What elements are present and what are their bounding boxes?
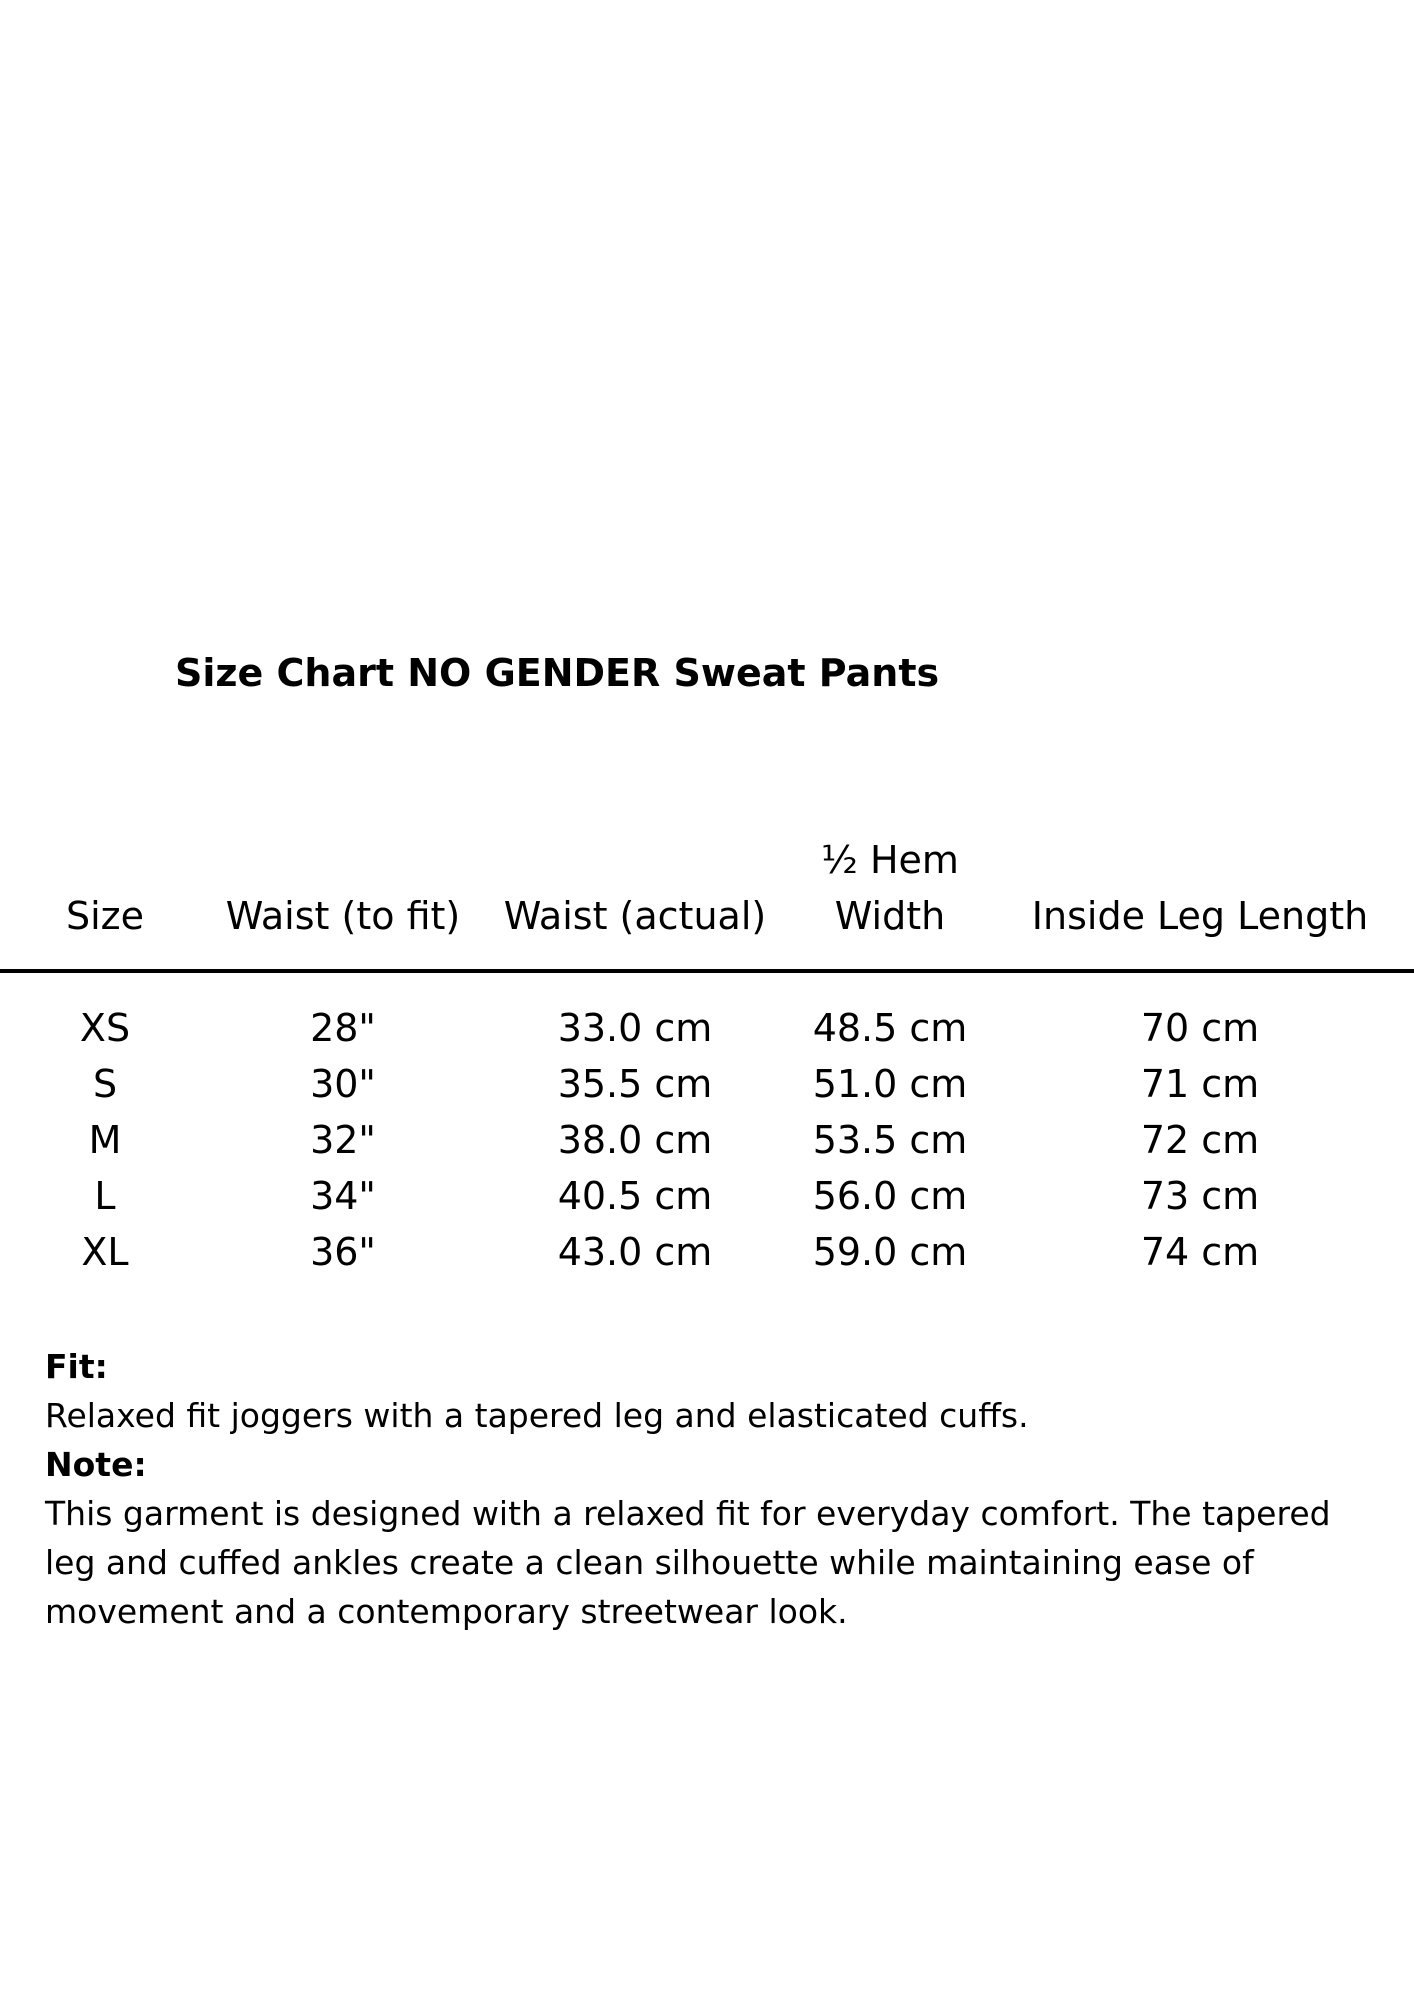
header-waist-actual-label: Waist (actual) <box>503 894 767 938</box>
fit-text: Relaxed fit joggers with a tapered leg and elasticated cuffs. <box>45 1396 1029 1435</box>
note-heading: Note: <box>45 1445 147 1484</box>
header-waist-to-fit <box>218 888 468 944</box>
header-divider <box>0 969 1414 973</box>
header-waist-to-fit-label: Waist (to fit) <box>225 894 461 938</box>
cell-hem-width: 51.0 cm <box>812 1062 968 1106</box>
cell-waist-to-fit: 36" <box>310 1230 376 1274</box>
cell-waist-to-fit: 34" <box>310 1174 376 1218</box>
table-row <box>0 1112 1414 1168</box>
table-row <box>0 1000 1414 1056</box>
cell-inside-leg: 70 cm <box>1140 1006 1260 1050</box>
notes-section <box>45 1342 1385 1636</box>
cell-hem-width: 59.0 cm <box>812 1230 968 1274</box>
cell-waist-actual: 33.0 cm <box>557 1006 713 1050</box>
page-title: Size Chart NO GENDER Sweat Pants <box>175 651 940 695</box>
cell-size: M <box>88 1118 122 1162</box>
header-inside-leg <box>1030 888 1370 944</box>
cell-size: XS <box>79 1006 131 1050</box>
cell-hem-width: 56.0 cm <box>812 1174 968 1218</box>
cell-waist-actual: 40.5 cm <box>557 1174 713 1218</box>
cell-size: S <box>92 1062 118 1106</box>
cell-waist-actual: 38.0 cm <box>557 1118 713 1162</box>
header-size-label: Size <box>65 894 144 938</box>
cell-waist-actual: 43.0 cm <box>557 1230 713 1274</box>
cell-waist-to-fit: 30" <box>310 1062 376 1106</box>
cell-inside-leg: 73 cm <box>1140 1174 1260 1218</box>
cell-inside-leg: 71 cm <box>1140 1062 1260 1106</box>
header-inside-leg-label: Inside Leg Length <box>1031 894 1369 938</box>
cell-waist-actual: 35.5 cm <box>557 1062 713 1106</box>
table-row <box>0 1056 1414 1112</box>
cell-inside-leg: 72 cm <box>1140 1118 1260 1162</box>
cell-hem-width: 53.5 cm <box>812 1118 968 1162</box>
cell-inside-leg: 74 cm <box>1140 1230 1260 1274</box>
table-row <box>0 1224 1414 1280</box>
header-hem-width-line1 <box>780 832 1000 888</box>
table-row <box>0 1168 1414 1224</box>
fit-heading: Fit: <box>45 1347 108 1386</box>
table-body <box>0 1000 1414 1280</box>
cell-waist-to-fit: 28" <box>310 1006 376 1050</box>
header-hem-width-top-label: ½ Hem <box>821 838 959 882</box>
header-hem-width-line2 <box>780 888 1000 944</box>
cell-waist-to-fit: 32" <box>310 1118 376 1162</box>
header-waist-actual <box>500 888 770 944</box>
cell-size: XL <box>81 1230 129 1274</box>
cell-size: L <box>94 1174 116 1218</box>
header-hem-width-bottom-label: Width <box>834 894 946 938</box>
note-text: This garment is designed with a relaxed fit for everyday comfort. The tapered leg and cuffed ankles create a clean silhouette while maintaining ease of movement and a contemporary streetwear look. <box>45 1494 1331 1631</box>
header-size <box>40 888 170 944</box>
cell-hem-width: 48.5 cm <box>812 1006 968 1050</box>
